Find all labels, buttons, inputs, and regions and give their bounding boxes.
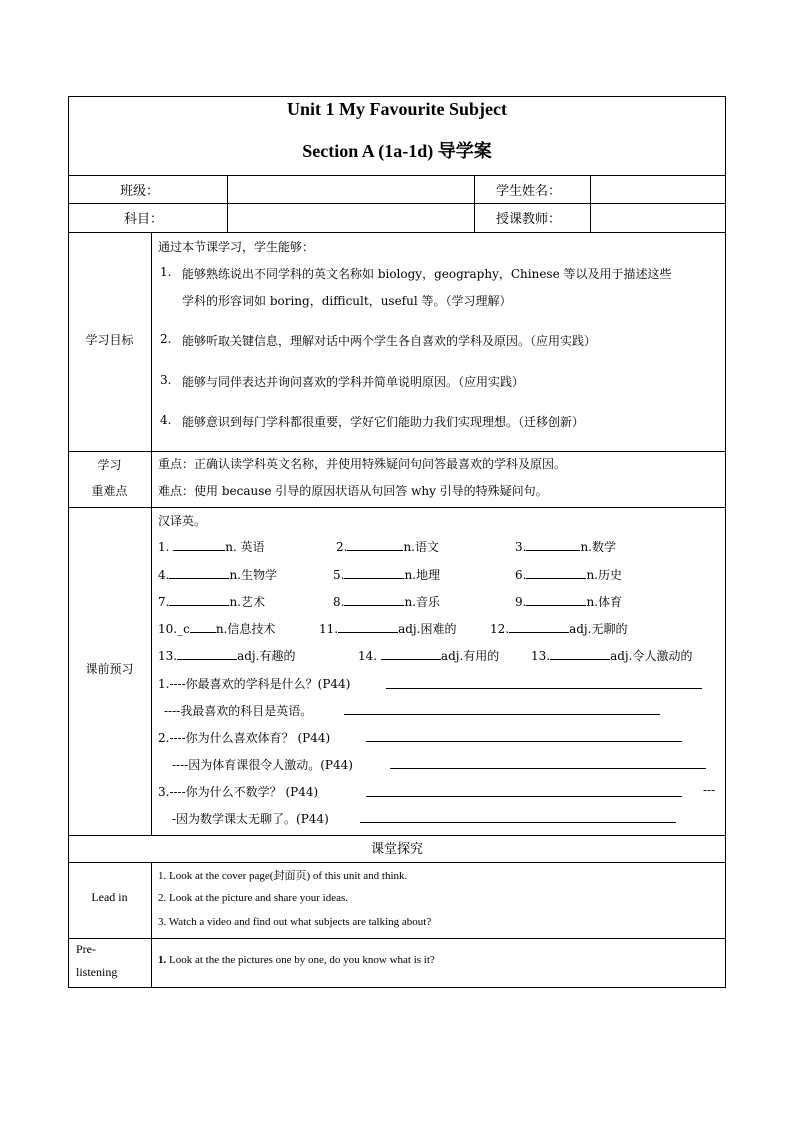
pre-listening-item	[158, 954, 435, 966]
vocab-pos: n.	[586, 568, 598, 582]
row-divider	[68, 507, 726, 508]
vocab-chinese: 令人激动的	[632, 649, 693, 663]
teacher-field[interactable]	[591, 204, 725, 232]
table-border-top	[68, 96, 726, 97]
vocab-number: 8.	[333, 595, 345, 609]
pre-listening-label: listening	[76, 965, 118, 979]
sentence-question: 2.----你为什么喜欢体育？ (P44)	[158, 731, 331, 745]
answer-line[interactable]	[366, 741, 682, 742]
answer-line[interactable]	[360, 822, 676, 823]
vocab-number: 7.	[158, 595, 170, 609]
goal-number: 1.	[160, 265, 172, 279]
answer-blank[interactable]	[344, 593, 404, 606]
vocab-item	[158, 566, 277, 583]
vocab-pos: n.	[404, 595, 416, 609]
pre-listening-label: Pre-	[76, 942, 96, 956]
info-column-divider	[474, 175, 475, 232]
answer-line[interactable]	[390, 768, 706, 769]
vocab-number: 5.	[333, 568, 345, 582]
label-column-divider	[151, 232, 152, 835]
answer-blank[interactable]	[169, 566, 229, 579]
vocab-number: 11.	[319, 622, 339, 636]
vocab-number: 10.	[158, 622, 178, 636]
vocab-item	[515, 566, 622, 583]
vocab-chinese: 生物学	[241, 568, 278, 582]
vocab-item	[158, 593, 265, 610]
vocab-number: 13.	[158, 649, 178, 663]
vocab-chinese: 英语	[240, 540, 265, 554]
page-title: Unit 1 My Favourite Subject	[287, 99, 507, 119]
vocab-item	[490, 620, 627, 637]
goal-text: 能够意识到每门学科都很重要，学好它们能助力我们实现理想。（迁移创新）	[182, 415, 585, 429]
vocab-number: 14.	[358, 649, 378, 663]
table-border-bottom	[68, 987, 726, 988]
vocab-number: 9.	[515, 595, 527, 609]
class-label: 班级：	[120, 184, 160, 199]
vocab-chinese: 有趣的	[259, 649, 296, 663]
vocab-item	[319, 620, 456, 637]
answer-blank[interactable]	[526, 566, 586, 579]
vocab-item	[158, 538, 265, 555]
answer-blank[interactable]	[381, 647, 441, 660]
vocab-chinese: 历史	[598, 568, 623, 582]
vocab-number: 2.	[336, 540, 348, 554]
vocab-pos: adj.	[398, 622, 421, 636]
goals-label: 学习目标	[85, 333, 134, 347]
subject-field[interactable]	[228, 204, 474, 232]
vocab-chinese: 无聊的	[591, 622, 628, 636]
row-divider	[68, 451, 726, 452]
goal-text: 能够听取关键信息，理解对话中两个学生各自喜欢的学科及原因。（应用实践）	[182, 334, 597, 348]
teacher-label: 授课教师：	[496, 212, 562, 227]
vocab-chinese: 有用的	[463, 649, 500, 663]
answer-blank[interactable]	[347, 538, 403, 551]
lead-in-label: Lead in	[91, 890, 128, 904]
answer-blank[interactable]	[173, 538, 225, 551]
label-column-divider	[151, 862, 152, 988]
answer-blank[interactable]	[338, 620, 398, 633]
answer-blank[interactable]	[177, 647, 237, 660]
vocab-number: 13.	[531, 649, 551, 663]
difficulty-text: 难点：使用 because 引导的原因状语从句回答 why 引导的特殊疑问句。	[158, 484, 548, 498]
preview-label: 课前预习	[85, 662, 134, 676]
vocab-pos: n.	[225, 540, 237, 554]
goal-number: 2.	[160, 332, 172, 346]
answer-blank[interactable]	[344, 566, 404, 579]
sentence-question: 3.----你为什么不数学？ (P44)	[158, 785, 319, 799]
vocab-pos: adj.	[237, 649, 260, 663]
vocab-chinese: 体育	[598, 595, 623, 609]
sentence-answer: -因为数学课太无聊了。(P44)	[172, 812, 329, 826]
vocab-number: 1.	[158, 540, 170, 554]
answer-blank[interactable]	[509, 620, 569, 633]
row-divider	[68, 862, 726, 863]
vocab-chinese: 艺术	[241, 595, 266, 609]
page-subtitle: Section A (1a-1d) 导学案	[302, 141, 492, 161]
lead-in-item: 1. Look at the cover page(封面页) of this unit and think.	[158, 870, 408, 882]
vocab-chinese: 数学	[592, 540, 617, 554]
vocab-chinese: 地理	[416, 568, 441, 582]
sentence-answer: ----因为体育课很令人激动。(P44)	[172, 758, 353, 772]
vocab-pos: adj.	[440, 649, 464, 663]
vocab-number: 3.	[515, 540, 527, 554]
vocab-pos: n.	[580, 540, 592, 554]
item-number: 1.	[158, 954, 167, 966]
vocab-chinese: 信息技术	[227, 622, 276, 636]
vocab-item	[158, 647, 295, 664]
class-field[interactable]	[228, 176, 474, 203]
vocab-chinese: 音乐	[416, 595, 441, 609]
answer-blank[interactable]	[169, 593, 229, 606]
vocab-pos: n.	[229, 595, 241, 609]
vocab-item	[515, 538, 616, 555]
vocab-item	[333, 593, 440, 610]
row-divider	[68, 835, 726, 836]
goal-text-continued: 学科的形容词如 boring，difficult，useful 等。（学习理解）	[182, 294, 512, 308]
goal-text: 能够熟练说出不同学科的英文名称如 biology，geography，Chinese 等以及用于描述这些	[182, 267, 672, 281]
vocab-number: 4.	[158, 568, 170, 582]
row-divider	[68, 938, 726, 939]
vocab-item	[333, 566, 440, 583]
subject-label: 科目：	[124, 212, 164, 227]
answer-line[interactable]	[386, 688, 702, 689]
vocab-item	[358, 647, 499, 664]
vocab-number: 12.	[490, 622, 510, 636]
focus-text: 重点：正确认读学科英文名称，并使用特殊疑问句问答最喜欢的学科及原因。	[158, 457, 567, 471]
sentence-answer: ----我最喜欢的科目是英语。	[164, 704, 313, 718]
vocab-pos: n.	[404, 568, 416, 582]
sentence-dash: ---	[703, 783, 716, 797]
vocab-item	[515, 593, 622, 610]
lead-in-item: 2. Look at the picture and share your ideas.	[158, 892, 348, 904]
vocab-pos: n.	[229, 568, 241, 582]
vocab-pos: n.	[215, 622, 228, 636]
lead-in-item: 3. Watch a video and find out what subjects are talking about?	[158, 916, 432, 928]
explore-heading: 课堂探究	[370, 842, 423, 857]
vocab-pos: n.	[586, 595, 598, 609]
vocab-pos: n.	[403, 540, 415, 554]
keypoints-label: 重难点	[91, 484, 128, 498]
answer-blank[interactable]	[526, 538, 580, 551]
answer-blank[interactable]	[550, 647, 610, 660]
answer-blank[interactable]	[190, 620, 216, 633]
keypoints-label: 学习	[97, 458, 122, 472]
vocab-chinese: 语文	[415, 540, 440, 554]
goal-text: 能够与同伴表达并询问喜欢的学科并简单说明原因。（应用实践）	[182, 375, 525, 389]
row-divider	[68, 232, 726, 233]
item-text: Look at the the pictures one by one, do you know what is it?	[166, 954, 435, 966]
vocab-chinese: 困难的	[420, 622, 457, 636]
student-name-field[interactable]	[591, 176, 725, 203]
goals-intro: 通过本节课学习，学生能够：	[158, 240, 315, 254]
goal-number: 3.	[160, 373, 172, 387]
vocab-pos: adj.	[610, 649, 633, 663]
vocab-hint: _c	[177, 622, 190, 636]
answer-line[interactable]	[344, 714, 660, 715]
vocab-number: 6.	[515, 568, 527, 582]
student-name-label: 学生姓名：	[496, 184, 562, 199]
vocab-item	[158, 620, 275, 637]
goal-number: 4.	[160, 413, 172, 427]
vocab-item	[336, 538, 439, 555]
vocab-item	[531, 647, 692, 664]
answer-blank[interactable]	[526, 593, 586, 606]
sentence-question: 1.----你最喜欢的学科是什么？(P44)	[158, 677, 351, 691]
answer-line[interactable]	[366, 796, 682, 797]
vocab-pos: adj.	[569, 622, 592, 636]
preview-instruction: 汉译英。	[158, 514, 207, 528]
